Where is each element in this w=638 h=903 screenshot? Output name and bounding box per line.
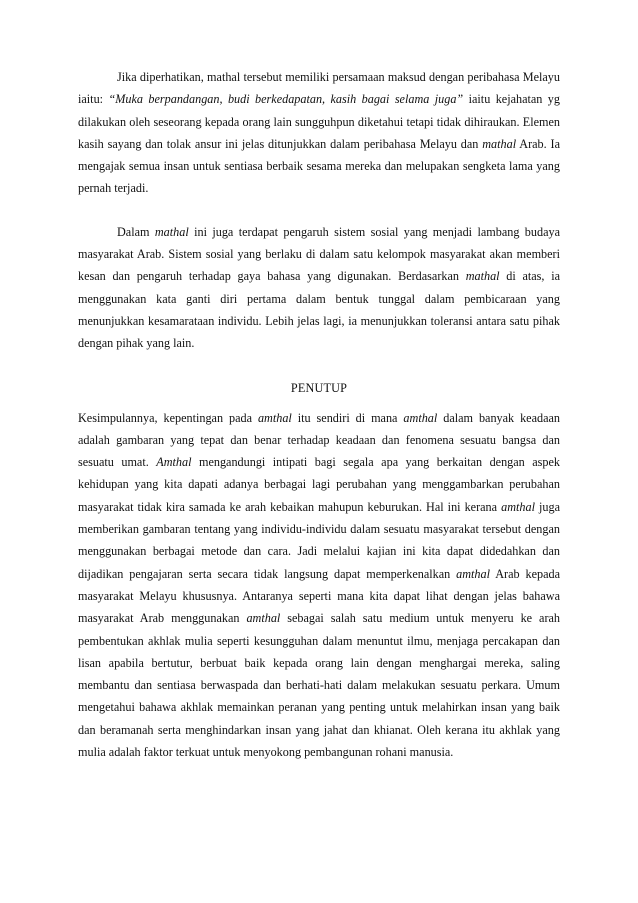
text-segment: sebagai salah satu medium untuk menyeru ke arah pembentukan akhlak mulia seperti kesungguhan dalam menuntut ilmu, menjaga percakapan dan lisan apabila bertutur, berbuat baik kepada orang lain dengan menghargai mereka, saling membantu dan sentiasa berwaspada dan berhati-hati dalam melakukan sesuatu perkara. Umum mengetahui bahawa akhlak memainkan peranan yang penting untuk melahirkan insan yang baik dan beramanah serta menghindarkan insan yang jahat dan khianat. Oleh kerana itu akhlak yang mulia adalah faktor terkuat untuk menyokong pembangunan rohani manusia.: [78, 611, 561, 760]
text-segment: Arab. Ia mengajak semua insan untuk sentiasa berbaik sesama mereka dan melupakan sengketa lama yang pernah terjadi.: [78, 136, 560, 196]
text-segment: Kesimpulannya, kepentingan pada: [78, 410, 258, 425]
italic-text-segment: amthal: [246, 611, 281, 626]
italic-text-segment: mathal: [154, 224, 189, 239]
text-segment: itu sendiri di mana: [291, 410, 404, 425]
italic-text-segment: mathal: [465, 269, 500, 284]
text-segment: Jika diperhatikan, mathal tersebut memiliki persamaan maksud dengan peribahasa Melayu iaitu:: [78, 70, 560, 107]
section-heading: PENUTUP: [290, 380, 348, 395]
text-segment: mengandungi intipati bagi segala apa yang berkaitan dengan aspek kehidupan yang kita dapati adanya berbagai lagi perubahan yang menggambarkan perubahan masyarakat tidak kira samada ke arah kebaikan mahupun keburukan. Hal ini kerana: [78, 455, 560, 514]
paragraph-mathal-peribahasa: [78, 66, 560, 200]
italic-text-segment: amthal: [257, 410, 292, 425]
text-segment: di atas, ia menggunakan kata ganti diri pertama dalam bentuk tunggal dalam pembicaraan yang menunjukkan kesamarataan individu. Lebih jelas lagi, ia menunjukkan toleransi antara satu pihak dengan pihak yang lain.: [78, 269, 560, 351]
text-segment: Arab kepada masyarakat Melayu khususnya. Antaranya seperti mana kita dapat lihat dengan jelas bahawa masyarakat Arab menggunakan: [78, 566, 560, 626]
text-segment: juga memberikan gambaran tentang yang individu-individu dalam sesuatu masyarakat tersebut dengan menggunakan berbagai metode dan cara. Jadi melalui kajian ini kita dapat didedahkan dan dijadikan pengajaran serta secara tidak langsung dapat memperkenalkan: [78, 499, 560, 581]
italic-text-segment: “Muka berpandangan, budi berkedapatan, kasih bagai selama juga”: [108, 92, 464, 107]
italic-text-segment: amthal: [501, 499, 535, 514]
italic-text-segment: Amthal: [156, 455, 192, 470]
text-segment: Dalam: [117, 224, 155, 239]
text-segment: iaitu kejahatan yg dilakukan oleh seseorang kepada orang lain sungguhpun diketahui tetapi tidak dihiraukan. Elemen kasih sayang dan tolak ansur ini jelas ditunjukkan dalam peribahasa Melayu dan: [78, 92, 560, 151]
paragraph-sistem-sosial: [78, 221, 560, 355]
italic-text-segment: amthal: [456, 566, 490, 581]
paragraph-kesimpulan: [78, 407, 560, 764]
italic-text-segment: amthal: [403, 410, 438, 425]
text-segment: ini juga terdapat pengaruh sistem sosial yang menjadi lambang budaya masyarakat Arab. Sistem sosial yang berlaku di dalam satu kelompok masyarakat akan memberi kesan dan pengaruh terhadap gaya bahasa yang digunakan. Berdasarkan: [78, 224, 560, 284]
text-segment: dalam banyak keadaan adalah gambaran yang tepat dan benar terhadap keadaan dan fenomena sesuatu bangsa dan sesuatu umat.: [78, 410, 560, 470]
document-page: [78, 66, 560, 763]
italic-text-segment: mathal: [482, 136, 517, 151]
